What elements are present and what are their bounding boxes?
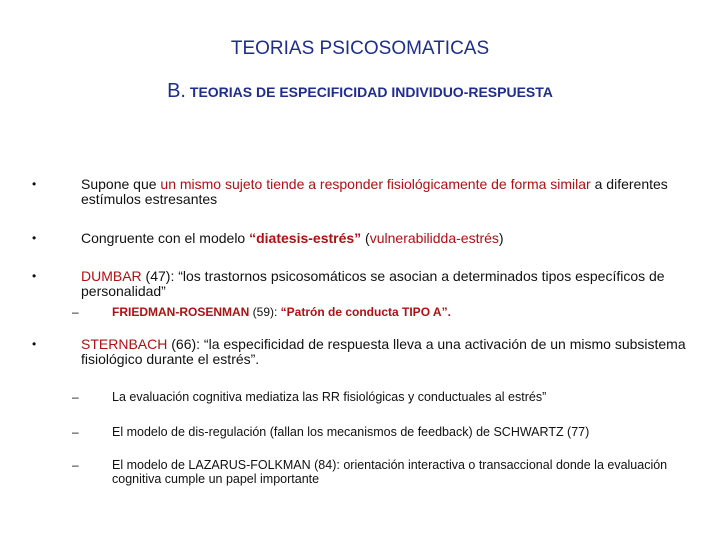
item-text: (47): “los trastornos psicosomáticos se asocian a determinados tipos específicos de personalidad” [81,268,665,299]
item-highlight: vulnerabilidda-estrés [369,230,499,246]
bullet-item-3 [81,269,701,299]
friedman-author: FRIEDMAN-ROSENMAN [112,305,250,319]
item-text: Congruente con el modelo [81,230,250,246]
bullet-marker: • [32,337,37,351]
bullet-item-1 [81,177,701,207]
friedman-subitem [112,305,697,319]
bullet-marker: • [32,231,37,245]
slide-title: TEORIAS PSICOSOMATICAS [230,38,490,59]
item-text: ) [498,230,504,246]
dash-marker: – [72,390,79,404]
dash-marker: – [72,458,79,472]
subtitle-text: TEORIAS DE ESPECIFICIDAD INDIVIDUO-RESPUESTA [189,84,553,100]
bullet-item-4 [81,337,701,367]
dash-marker: – [72,305,79,319]
item-text: Supone que [81,176,161,192]
friedman-year: (59): [249,305,281,319]
subtitle-lead: B. [167,80,186,102]
item-text: (66): “la especificidad de respuesta lleva a una activación de un mismo subsistema fisiológico durante el estrés”. [81,336,686,367]
bullet-item-2 [81,231,701,246]
item-text: ( [361,230,370,246]
item-author: STERNBACH [81,336,168,352]
dash-marker: – [72,425,79,439]
friedman-quote: “Patrón de conducta TIPO A”. [280,305,451,319]
bullet-marker: • [32,269,37,283]
slide-subtitle [0,80,720,103]
subitem-3: El modelo de LAZARUS-FOLKMAN (84): orientación interactiva o transaccional donde la evaluación cognitiva cumple un papel importante [112,458,668,486]
bullet-marker: • [32,177,37,191]
subitem-2: El modelo de dis-regulación (fallan los mecanismos de feedback) de SCHWARTZ (77) [112,425,590,439]
item-highlight: un mismo sujeto tiende a responder fisiológicamente de forma similar [160,176,591,192]
item-quote: “diatesis-estrés” [249,230,362,246]
item-author: DUMBAR [81,268,142,284]
item-text: a diferentes estímulos estresantes [81,176,668,207]
subitem-1: La evaluación cognitiva mediatiza las RR fisiológicas y conductuales al estrés” [112,390,547,404]
